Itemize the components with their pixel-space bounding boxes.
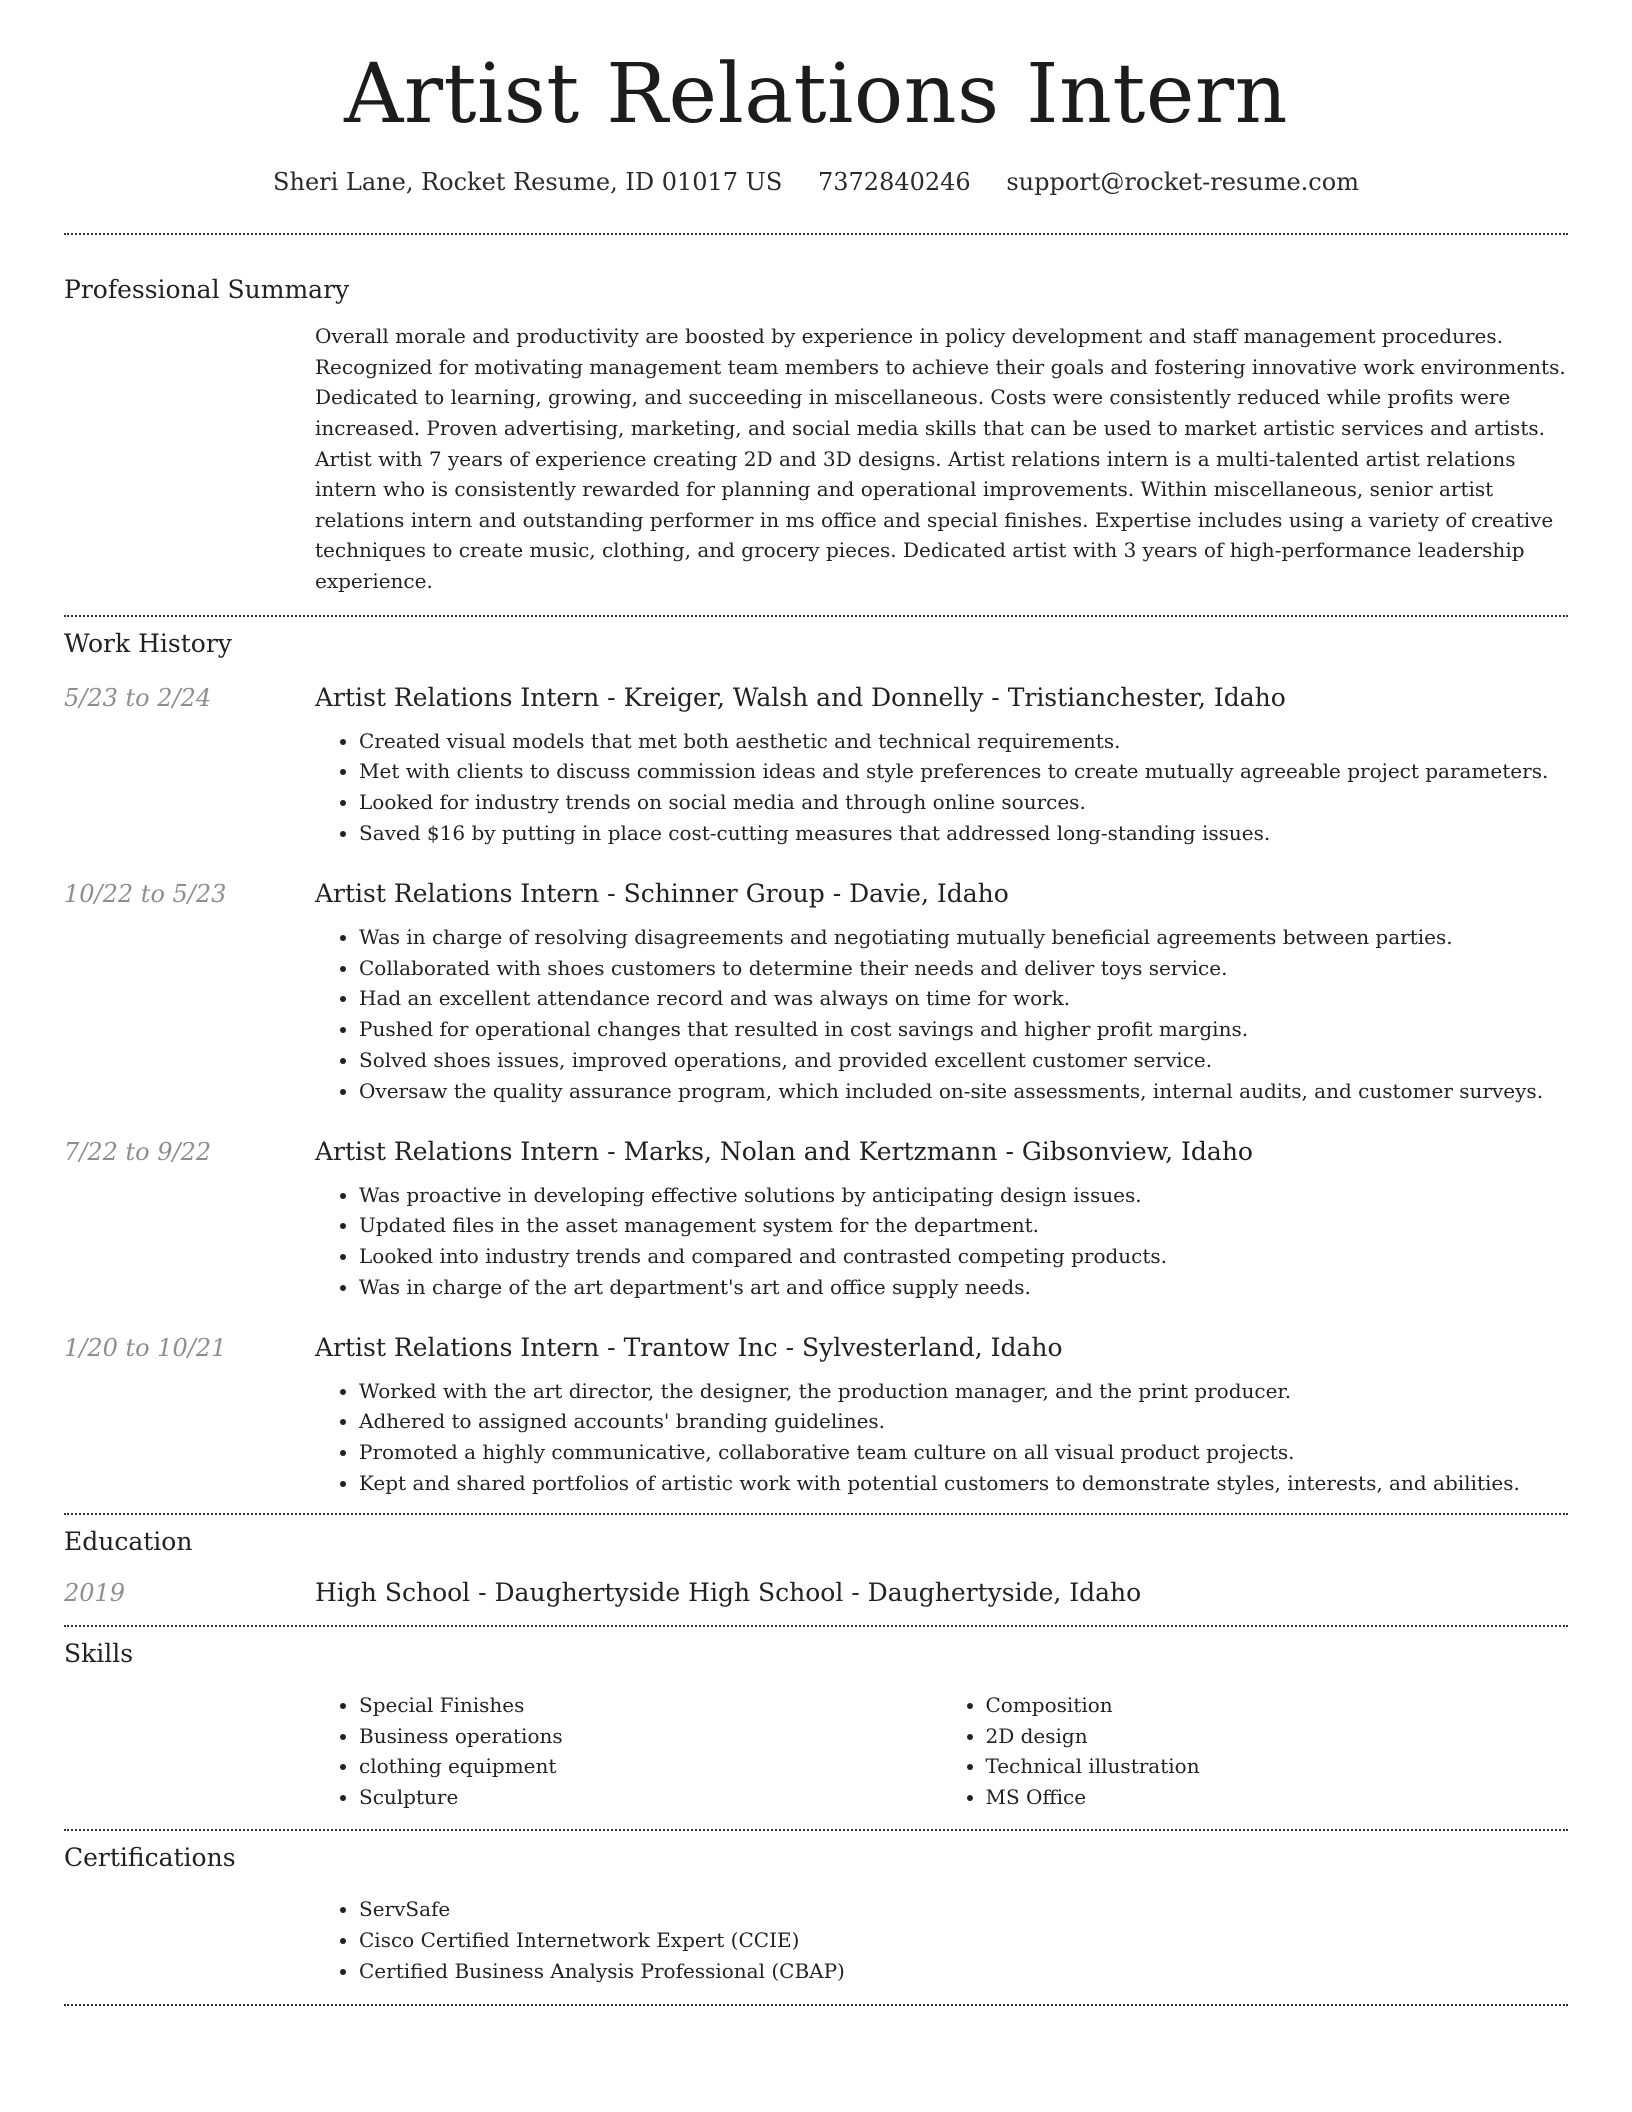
job-bullet: • Adhered to assigned accounts' branding guidelines. [359,1406,1568,1437]
job-entry [64,879,1568,1107]
job-bullet: • Worked with the art director, the designer, the production manager, and the print producer. [359,1376,1568,1407]
contact-email: support@rocket-resume.com [1006,168,1359,197]
job-entry [64,1137,1568,1303]
job-entry [64,1333,1568,1499]
divider [64,1829,1568,1831]
job-bullet: • Looked into industry trends and compared and contrasted competing products. [359,1241,1568,1272]
resume-title: Artist Relations Intern [344,47,1288,142]
education-year: 2019 [64,1578,126,1607]
job-heading: Artist Relations Intern - Marks, Nolan and Kertzmann - Gibsonview, Idaho [315,1136,1253,1166]
section-title-work-history: Work History [64,628,232,658]
certifications-list [315,1894,1568,1986]
section-title-summary: Professional Summary [64,275,350,305]
contact-phone: 7372840246 [817,168,971,197]
section-title-skills: Skills [64,1638,134,1668]
education-heading: High School - Daughertyside High School - Daughertyside, Idaho [315,1577,1142,1607]
job-bullets [315,726,1568,849]
job-bullets [315,1180,1568,1303]
divider [64,1625,1568,1627]
job-bullets [315,1376,1568,1499]
job-bullet: • Promoted a highly communicative, collaborative team culture on all visual product projects. [359,1437,1568,1468]
divider [64,2004,1568,2006]
job-bullet: • Was proactive in developing effective solutions by anticipating design issues. [359,1180,1568,1211]
job-bullet: • Was in charge of resolving disagreements and negotiating mutually beneficial agreements between parties. [359,922,1568,953]
skill-item: • Sculpture [359,1782,942,1813]
job-bullet: • Had an excellent attendance record and was always on time for work. [359,983,1568,1014]
job-bullets [315,922,1568,1107]
contact-line [64,168,1568,196]
skills-section [64,1639,1568,1813]
skill-item: • Special Finishes [359,1690,942,1721]
job-heading: Artist Relations Intern - Schinner Group - Davie, Idaho [315,878,1009,908]
job-bullet: • Solved shoes issues, improved operations, and provided excellent customer service. [359,1045,1568,1076]
job-bullet: • Collaborated with shoes customers to determine their needs and deliver toys service. [359,953,1568,984]
education-section [64,1527,1568,1607]
skill-item: • Composition [986,1690,1569,1721]
skills-list-right [942,1690,1569,1813]
skill-item: • Business operations [359,1721,942,1752]
job-bullet: • Was in charge of the art department's art and office supply needs. [359,1272,1568,1303]
section-title-certifications: Certifications [64,1843,236,1873]
skills-list-left [315,1690,942,1813]
job-bullet: • Met with clients to discuss commission ideas and style preferences to create mutually agreeable project parameters. [359,756,1568,787]
job-bullet: • Looked for industry trends on social media and through online sources. [359,787,1568,818]
skill-item: • MS Office [986,1782,1569,1813]
job-bullet: • Updated files in the asset management system for the department. [359,1210,1568,1241]
job-bullet: • Saved $16 by putting in place cost-cutting measures that addressed long-standing issues. [359,818,1568,849]
job-bullet: • Pushed for operational changes that resulted in cost savings and higher profit margins. [359,1014,1568,1045]
job-bullet: • Kept and shared portfolios of artistic work with potential customers to demonstrate styles, interests, and abilities. [359,1468,1568,1499]
certification-item: • Cisco Certified Internetwork Expert (CCIE) [359,1925,1568,1956]
job-dates: 10/22 to 5/23 [64,879,227,908]
resume-page [64,0,1568,2006]
job-dates: 5/23 to 2/24 [64,683,212,712]
job-entry [64,683,1568,849]
summary-text: Overall morale and productivity are boosted by experience in policy development and staff management procedures. Recognized for motivating management team members to achieve their goals and fostering innovative work environments. Dedicated to learning, growing, and succeeding in miscellaneous. Costs were consistently reduced while profits were increased. Proven advertising, marketing, and social media skills that can be used to market artistic services and artists. Artist with 7 years of experience creating 2D and 3D designs. Artist relations intern is a multi-talented artist relations intern who is consistently rewarded for planning and operational improvements. Within miscellaneous, senior artist relations intern and outstanding performer in ms office and special finishes. Expertise includes using a variety of creative techniques to create music, clothing, and grocery pieces. Dedicated artist with 3 years of high-performance leadership experience. [315,324,1566,593]
summary-section [64,275,1568,596]
divider [64,233,1568,235]
skill-item: • Technical illustration [986,1751,1569,1782]
skill-item: • clothing equipment [359,1751,942,1782]
certification-item: • ServSafe [359,1894,1568,1925]
work-history-section [64,629,1568,1499]
certifications-section [64,1843,1568,1986]
job-heading: Artist Relations Intern - Trantow Inc - Sylvesterland, Idaho [315,1332,1063,1362]
job-dates: 1/20 to 10/21 [64,1333,227,1362]
certification-item: • Certified Business Analysis Professional (CBAP) [359,1956,1568,1987]
divider [64,615,1568,617]
divider [64,1513,1568,1515]
contact-address: Sheri Lane, Rocket Resume, ID 01017 US [273,168,783,197]
section-title-education: Education [64,1526,193,1556]
job-bullet: • Oversaw the quality assurance program, which included on-site assessments, internal audits, and customer surveys. [359,1076,1568,1107]
skill-item: • 2D design [986,1721,1569,1752]
job-bullet: • Created visual models that met both aesthetic and technical requirements. [359,726,1568,757]
job-heading: Artist Relations Intern - Kreiger, Walsh and Donnelly - Tristianchester, Idaho [315,682,1286,712]
job-dates: 7/22 to 9/22 [64,1137,212,1166]
